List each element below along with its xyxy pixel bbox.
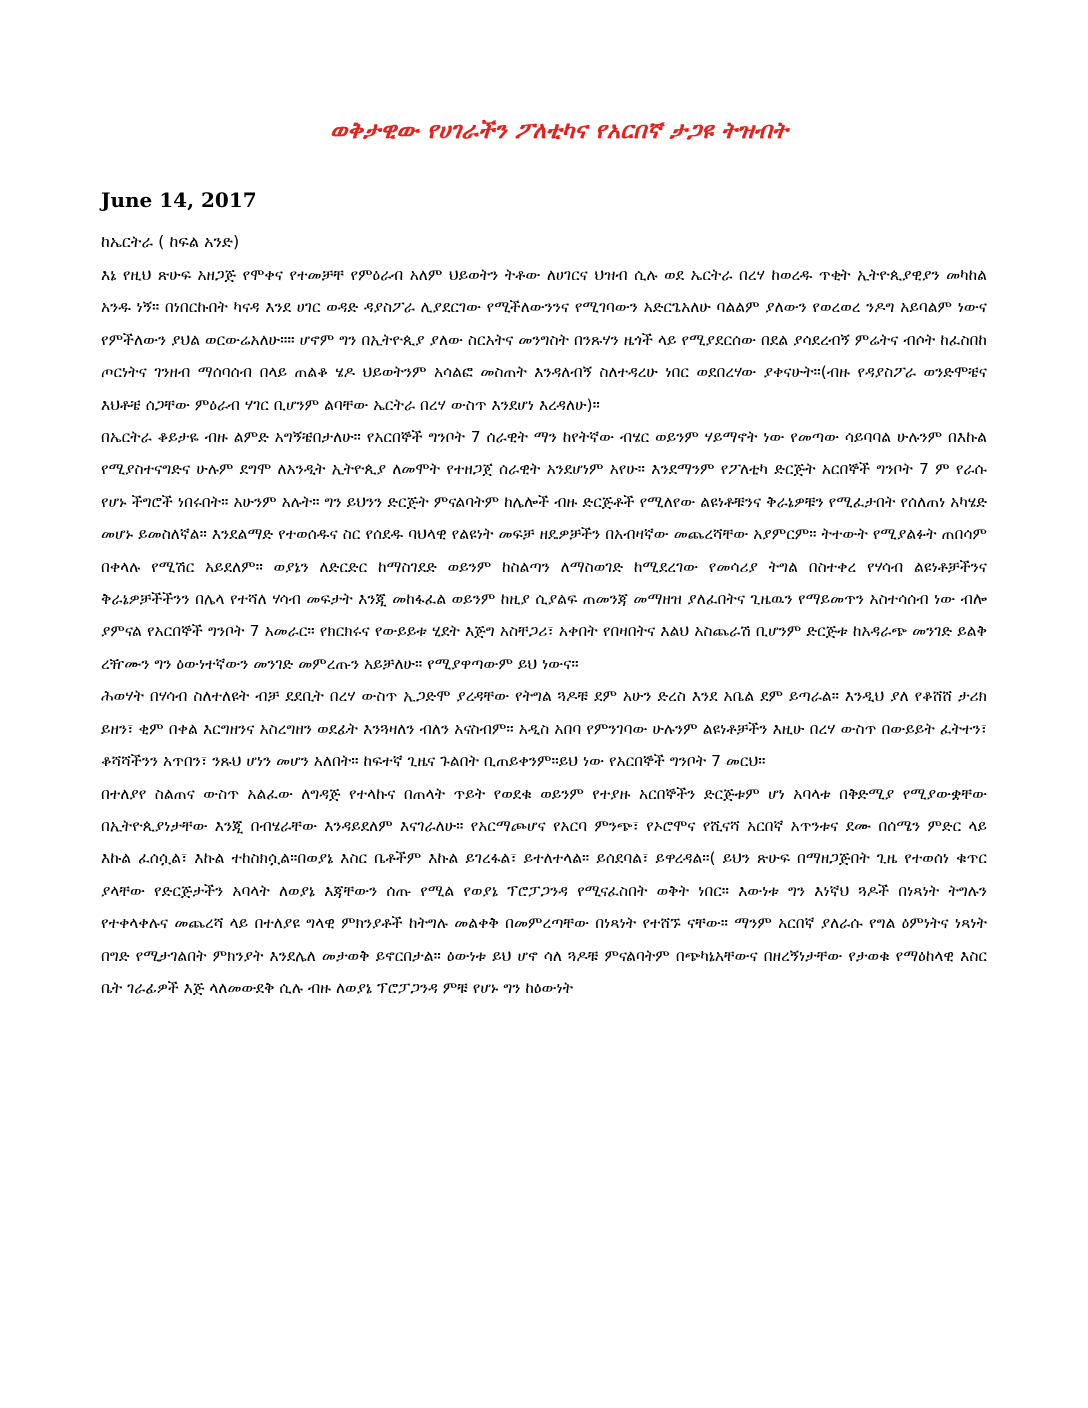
paragraph: በተለያየ ስልጠና ውስጥ አልፈው ለግዳጅ የተላኩና በጠላት ጥይት የወደቁ ወይንም የተያዙ አርበኞችን ድርጅቱም ሆነ አባላቱ በቅድሚያ የሚያውቋቸው በኢትዮጲያነታቸው እንጂ በብሄራቸው እንዳይደለም እናገራለሁ። የአርማጮሆና የአርባ ምንጭ፣ የኦሮሞና የሺናሻ አርበኛ አጥንቱና ደሙ በሰሜን ምድር ላይ እኩል ፈሰሷል፣ እኩል ተከስክሷል።በወያኔ እስር ቤቶችም እኩል ይገረፋል፣ ይተለተላል። ይሰደባል፣ ይዋረዳል።( ይህን ጽሁፍ በማዘጋጅበት ጊዜ የተወሰነ ቁጥር ያላቸው የድርጅታችን አባላት ለወያኔ እጃቸውን ሰጡ የሚል የወያኔ ፕሮፓጋንዳ የሚናፈስበት ወቅት ነበር። እውነቱ ግን እነኛህ ጓዶች በነጻነት ትግሉን የተቀላቀሉና መጨረሻ ላይ በተለያዩ ግላዊ ምክንያቶች ከትግሉ መልቀቅ በመምረጣቸው በነጻነት የተሸኙ ናቸው። ማንም አርበኛ ያለራሱ የግል ዕምነትና ነጻነት በግድ የሚታገልበት ምክንያት እንደሌለ መታወቅ ይኖርበታል። ዕውነቱ ይህ ሆኖ ሳለ ጓዶቹ ምናልባትም በጭካኔአቸውና በዘረኝነታቸው የታወቁ የማዕከላዊ እስር ቤት ገራፊዎች እጅ ላለመውደቅ ሲሉ ብዙ ለወያኔ ፕሮፓጋንዳ ምቹ የሆኑ ግን ከዕውነት xyxy=(101,784,987,997)
article-body xyxy=(101,259,987,1004)
article-subtitle: ከኤርትራ ( ከፍል አንድ) xyxy=(101,232,240,251)
paragraph: በኤርትራ ቆይታዬ ብዙ ልምድ አግኝቼበታለሁ። የአርበኞች ግንቦት 7 ሰራዊት ማን ከየትኛው ብሄር ወይንም ሃይማኖት ነው የመጣው ሳይባባል ሁሉንም በእኩል የሚያስተናግድና ሁሉም ደግሞ ለአንዲት ኢትዮጲያ ለመሞት የተዘጋጀ ሰራዊት አንደሆነም አየሁ። እንደማንም የፖለቲካ ድርጅት አርበኞች ግንቦት 7 ም የራሱ የሆኑ ችግሮች ነበሩበት። አሁንም አሉት። ግን ይህንን ድርጅት ምናልባትም ከሌሎች ብዙ ድርጅቶች የሚለየው ልዩነቶቹንና ቅራኔዎቹን የሚፈታበት የሰለጠነ አካሄድ መሆኑ ይመስለኛል። እንደልማድ የተወሰዱና ስር የሰደዱ ባህላዊ የልዩነት መፍቻ ዘዴዎቻችን በአብዛኛው መጨረሻቸው አያምርም። ትተውት የሚያልፉት ጠበሳም በቀላሉ የሚሽር አይደለም። ወያኔን ለድርድር ከማስገደድ ወይንም ከስልጣን ለማስወገድ ከሚደረገው የመሳሪያ ትግል በስተቀረ የሃሳብ ልዩነቶቻችንና ቅራኔዎቻችችንን በሌላ የተሻለ ሃሳብ መፍታት እንጂ መከፋፈል ወይንም ከዚያ ሲያልፍ ጠመንጃ መማዘዝ ያለፈበትና ጊዜዉን የማይመጥን አስተሳሰብ ነው ብሎ ያምናል የአርበኞች ግንቦት 7 አመራር። የክርክሩና የውይይቱ ሂደት እጅግ አስቸጋሪ፣ አቀበት የበዛበትና እልህ አስጨራሽ ቢሆንም ድርጅቱ ከአዳራጭ መንገድ ይልቅ ረዥሙን ግን ዕውነተኛውን መንገድ መምረጡን አይቻለሁ። የሚያዋጣውም ይህ ነውና። xyxy=(101,428,987,673)
paragraph: እኔ የዚህ ጽሁፍ አዘጋጅ የሞቀና የተመቻቸ የምዕራብ አለም ህይወትን ትቶው ለሀገርና ህዝብ ሲሉ ወደ ኤርትራ በረሃ ከወረዱ ጥቂት ኢትዮጲያዊያን መካከል አንዱ ነኝ። በነበርኩበት ካናዳ እንደ ሀገር ወዳድ ዳያስፖራ ሊያደርገው የሚችለውንንና የሚገባውን አድርጌአለሁ ባልልም ያለውን የወረወረ ንዶግ አይባልም ነውና የምችለውን ያህል ወርውሬአለሁ።። ሆኖም ግን በኢትዮጲያ ያለው ስርአትና መንግስት በንጹሃን ዜጎች ላይ የሚያደርሰው በደል ያሳደረብኝ ምሬትና ብሶት ከፈስበከ ጦርነትና ገንዘብ ማሰባሰብ በላይ ጠልቆ ሄዶ ህይወትንም አሳልፎ መስጠት እንዳለብኝ ስለተዳረሁ ነበር ወደበረሃው ያቀናሁት።(ብዙ የዳያስፖራ ወንድሞቼና እህቶቼ ሰጋቸው ምዕራብ ሃገር ቢሆንም ልባቸው ኤርትራ በረሃ ውስጥ እንደሆነ እረዳለሁ)። xyxy=(101,266,987,414)
article-date: June 14, 2017 xyxy=(101,188,257,212)
article-title: ወቅታዊው የሀገራችን ፖለቲካና የአርበኛ ታጋዩ ትዝብት xyxy=(330,118,788,144)
paragraph: ሕወሃት በሃሳብ ስለተለዩት ብቻ ደደቢት በረሃ ውስጥ ኢጋድሞ ያረዳቸው የትግል ጓዶቹ ደም አሁን ድረስ እንደ አቤል ደም ይጣራል። እንዲህ ያለ የቆሸሸ ታሪክ ይዘን፣ ቂም በቀል እርግዘንና አስረግዘን ወደፊት እንጓዛለን ብለን አናስብም። አዲስ አበባ የምንገባው ሁሉንም ልዩነቶቻችን እዚሁ በረሃ ውስጥ በውይይት ፈትተን፣ ቆሻሻችንን አጥበን፣ ንጹህ ሆነን መሆን አለበት። ከፍተኛ ጊዜና ጉልበት ቢጠይቀንም።ይህ ነው የአርበኞች ግንቦት 7 መርህ። xyxy=(101,687,987,771)
